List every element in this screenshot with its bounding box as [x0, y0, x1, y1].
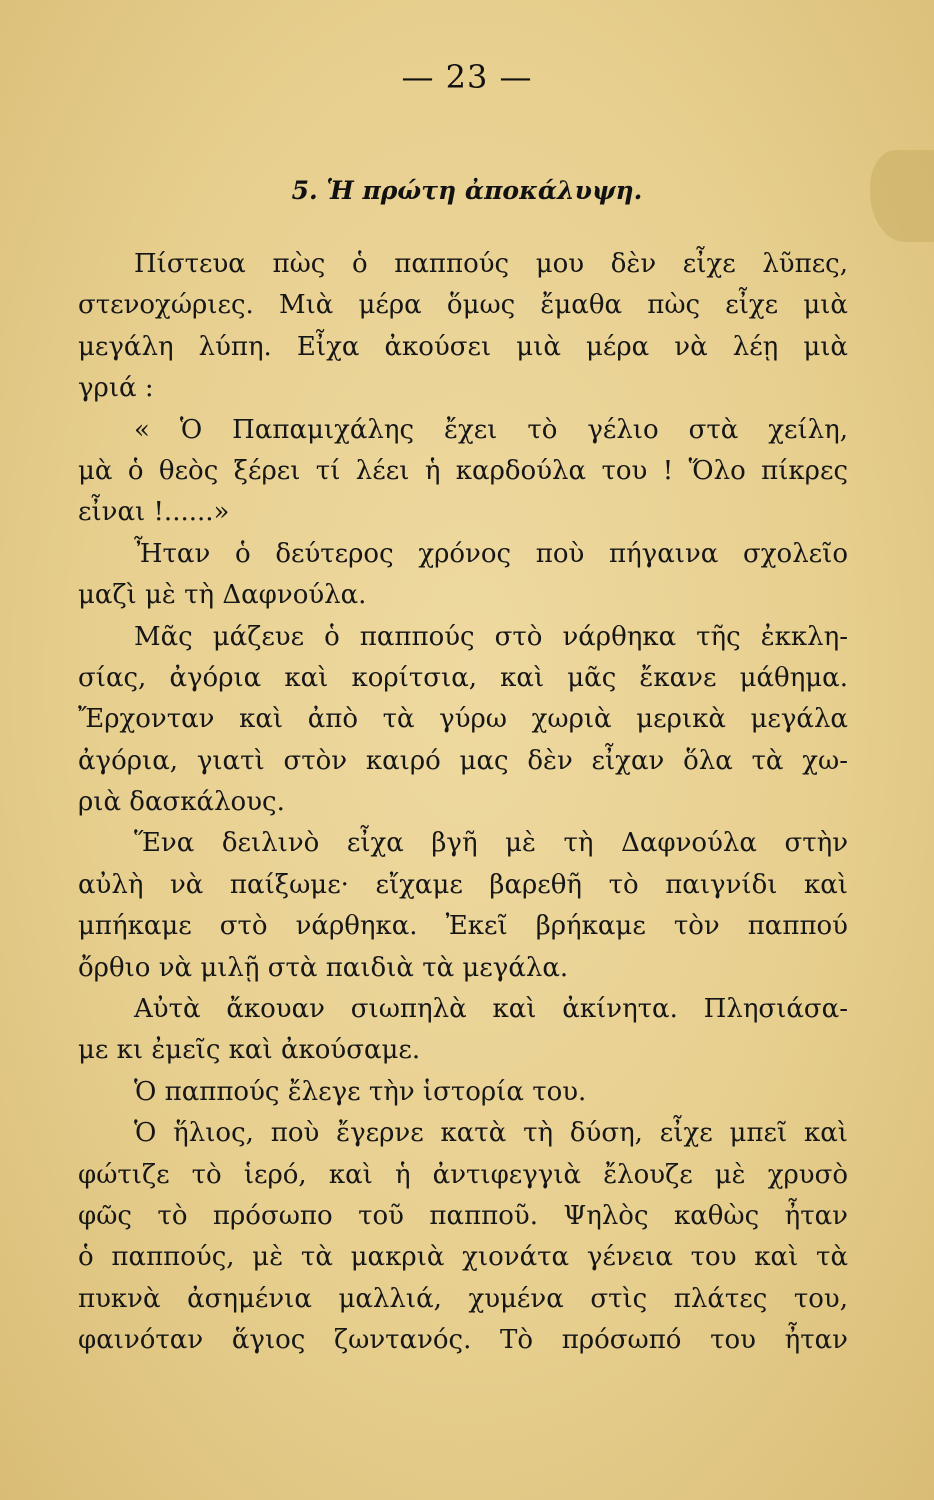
text-line: ὄρθιο νὰ μιλῇ στὰ παιδιὰ τὰ μεγάλα.: [78, 952, 569, 983]
text-line: πυκνὰ ἀσημένια μαλλιά, χυμένα στὶς πλάτες του,: [78, 1283, 848, 1314]
text-line: Μᾶς μάζευε ὁ παππούς στὸ νάρθηκα τῆς ἐκκλη-: [134, 621, 848, 652]
text-line: « Ὁ Παπαμιχάλης ἔχει τὸ γέλιο στὰ χείλη,: [134, 414, 848, 445]
text-line: Ἕνα δειλινὸ εἶχα βγῆ μὲ τὴ Δαφνούλα στὴν: [134, 828, 848, 859]
text-line: αὐλὴ νὰ παίξωμε· εἴχαμε βαρεθῆ τὸ παιγνίδι καὶ: [78, 869, 848, 900]
text-line: Ἔρχονταν καὶ ἀπὸ τὰ γύρω χωριὰ μερικὰ μεγάλα: [78, 704, 848, 735]
text-line: μαζὶ μὲ τὴ Δαφνούλα.: [78, 580, 367, 611]
body-text: [78, 244, 848, 1362]
text-line: φαινόταν ἅγιος ζωντανός. Τὸ πρόσωπό του ἦταν: [78, 1325, 848, 1356]
text-line: μεγάλη λύπη. Εἶχα ἀκούσει μιὰ μέρα νὰ λέῃ μιὰ: [78, 331, 848, 362]
page-number: — 23 —: [401, 58, 533, 96]
text-line: Ἦταν ὁ δεύτερος χρόνος ποὺ πήγαινα σχολεῖο: [134, 538, 848, 569]
text-line: ριὰ δασκάλους.: [78, 787, 285, 818]
text-line: Πίστευα πὼς ὁ παππούς μου δὲν εἶχε λῦπες,: [134, 249, 848, 279]
text-line: εἶναι !......»: [78, 497, 230, 528]
text-line: Ὁ ἥλιος, ποὺ ἔγερνε κατὰ τὴ δύση, εἶχε μπεῖ καὶ: [134, 1118, 848, 1149]
text-line: με κι ἐμεῖς καὶ ἀκούσαμε.: [78, 1035, 421, 1066]
text-line: στενοχώριες. Μιὰ μέρα ὅμως ἔμαθα πὼς εἶχε μιὰ: [78, 290, 848, 321]
text-line: σίας, ἀγόρια καὶ κορίτσια, καὶ μᾶς ἔκανε μάθημα.: [78, 662, 848, 693]
text-line: ἀγόρια, γιατὶ στὸν καιρό μας δὲν εἶχαν ὅλα τὰ χω-: [78, 745, 848, 776]
text-line: γριά :: [78, 373, 154, 404]
text-line: ὁ παππούς, μὲ τὰ μακριὰ χιονάτα γένεια του καὶ τὰ: [78, 1242, 848, 1273]
text-line: μὰ ὁ θεὸς ξέρει τί λέει ἡ καρδούλα του ! Ὅλο πίκρες: [78, 455, 848, 486]
text-line: Ὁ παππούς ἔλεγε τὴν ἱστορία του.: [134, 1076, 587, 1107]
text-line: φώτιζε τὸ ἱερό, καὶ ἡ ἀντιφεγγιὰ ἔλουζε μὲ χρυσὸ: [78, 1159, 848, 1190]
text-line: Αὐτὰ ἄκουαν σιωπηλὰ καὶ ἀκίνητα. Πλησιάσα-: [134, 994, 848, 1025]
text-line: φῶς τὸ πρόσωπο τοῦ παπποῦ. Ψηλὸς καθὼς ἦταν: [78, 1200, 848, 1231]
text-line: μπήκαμε στὸ νάρθηκα. Ἐκεῖ βρήκαμε τὸν παππού: [78, 911, 848, 942]
chapter-title: 5. Ἡ πρώτη ἀποκάλυψη.: [291, 176, 643, 205]
